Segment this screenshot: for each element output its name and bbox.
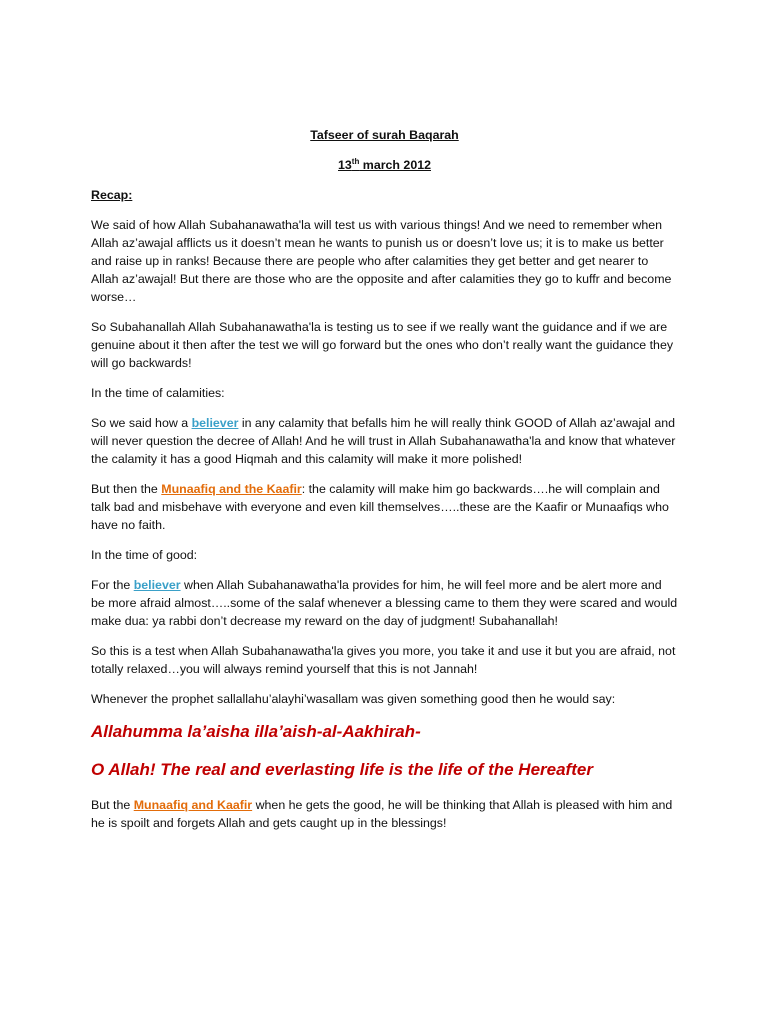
paragraph-2: So Subahanallah Allah Subahanawatha'la is testing us to see if we really want the guidance and if we are genuine about it then after the test we will go forward but the ones who don’t really want the guidance they will go backwards!: [91, 320, 674, 370]
dua-translation: O Allah! The real and everlasting life is the life of the Hereafter: [91, 760, 593, 779]
text-after: when he gets the good, he will be thinking that Allah is pleased with him and he is spoilt and forgets Allah and gets caught up in the blessings!: [91, 798, 673, 830]
paragraph-believer-calamity: [91, 414, 678, 468]
munaafiq-kaafir-link[interactable]: Munaafiq and the Kaafir: [161, 482, 302, 496]
believer-link[interactable]: believer: [191, 416, 239, 430]
paragraph-prophet: Whenever the prophet sallallahu’alayhi’wasallam was given something good then he would say:: [91, 692, 616, 706]
text-after: : the calamity will make him go backwards….he will complain and talk bad and misbehave with everyone and even kill themselves…..these are the Kaafir or Munaafiqs who have no faith.: [91, 482, 669, 532]
text-after: in any calamity that befalls him he will really think GOOD of Allah az’awajal and will never question the decree of Allah! And he will trust in Allah Subahanawatha'la and know that whatever the calamity it has a good Hiqmah and this calamity will make it more polished!: [91, 416, 676, 466]
dua-transliteration: Allahumma la’aisha illa’aish-al-Aakhirah-: [91, 722, 421, 741]
date-day: 13: [338, 158, 352, 172]
paragraph-calamities-heading: In the time of calamities:: [91, 386, 225, 400]
text-before: So we said how a: [91, 416, 192, 430]
document-title: Tafseer of surah Baqarah: [310, 128, 459, 142]
paragraph-munaafiq-good: [91, 796, 678, 832]
paragraph-munaafiq-calamity: [91, 480, 678, 534]
document-date: [91, 156, 678, 174]
paragraph-believer-good: [91, 576, 678, 630]
munaafiq-kaafir-link[interactable]: Munaafiq and Kaafir: [133, 798, 253, 812]
paragraph-1: We said of how Allah Subahanawatha'la will test us with various things! And we need to remember when Allah az’awajal afflicts us it doesn’t mean he wants to punish us or doesn’t love us; it is to make us better and raise up in ranks! Because there are people who after calamities they get better and get nearer to Allah az’awajal! But there are those who are the opposite and after calamities they go to kuffr and become worse…: [91, 218, 672, 304]
paragraph-test: So this is a test when Allah Subahanawatha'la gives you more, you take it and use it but you are afraid, not totally relaxed…you will always remind yourself that this is not Jannah!: [91, 644, 676, 676]
believer-link[interactable]: believer: [133, 578, 181, 592]
recap-heading: Recap:: [91, 188, 133, 202]
text-before: For the: [91, 578, 134, 592]
text-after: when Allah Subahanawatha'la provides for him, he will feel more and be alert more and be more afraid almost…..some of the salaf whenever a blessing came to them they were scared and would make dua: ya rabbi don’t decrease my reward on the day of judgment! Subahanallah!: [91, 578, 678, 628]
date-rest: march 2012: [359, 158, 431, 172]
paragraph-good-heading: In the time of good:: [91, 548, 198, 562]
text-before: But the: [91, 798, 134, 812]
text-before: But then the: [91, 482, 162, 496]
date-suffix: th: [351, 156, 360, 166]
